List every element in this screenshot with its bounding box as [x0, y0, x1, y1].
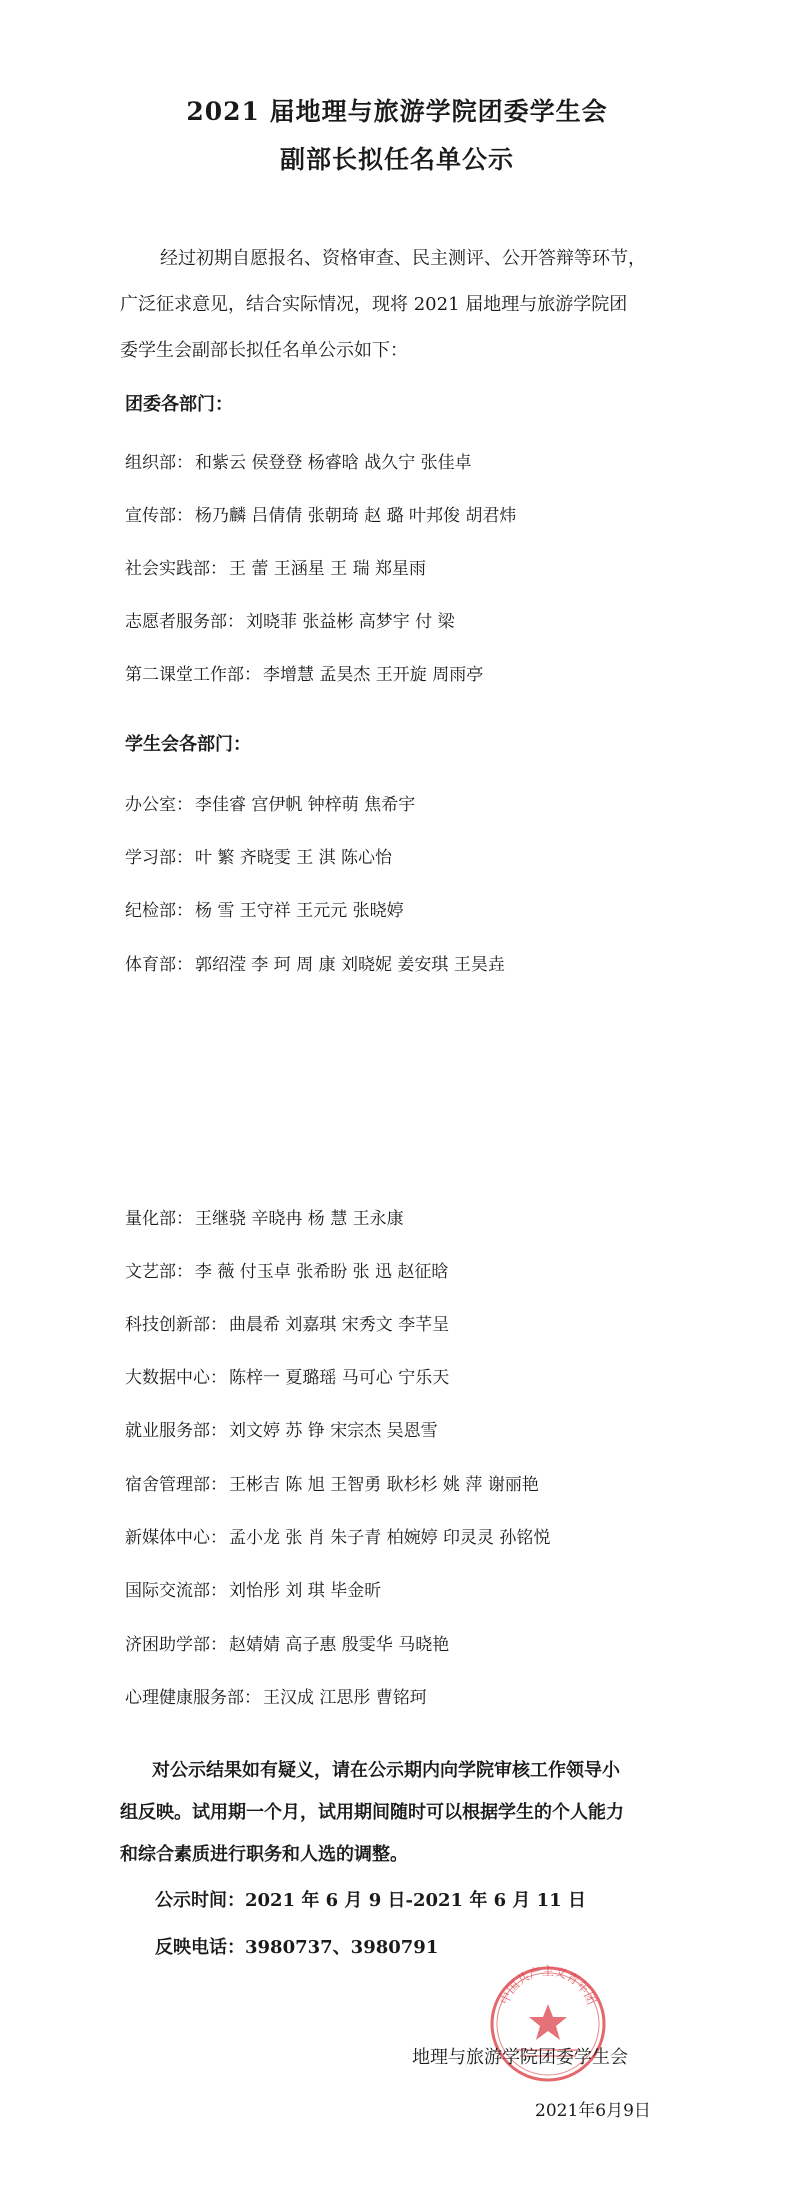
- xueshenghui-heading: 学生会各部门：: [125, 734, 251, 755]
- intro-line: 经过初期自愿报名、资格审查、民主测评、公开答辩等环节，: [160, 248, 646, 269]
- dept-label: 大数据中心：: [125, 1368, 227, 1388]
- dept-row: [125, 1416, 438, 1441]
- closing-line: 和综合素质进行职务和人选的调整。: [120, 1844, 408, 1865]
- closing-line: 组反映。试用期一个月，试用期间随时可以根据学生的个人能力: [120, 1802, 624, 1823]
- dept-label: 宣传部：: [125, 506, 193, 526]
- dept-label: 学习部：: [125, 848, 193, 868]
- closing-paragraph: [120, 1750, 686, 1876]
- tuanwei-heading: 团委各部门：: [125, 394, 233, 415]
- svg-text:中国共产主义青年团: [496, 1964, 598, 2007]
- dept-names: 李增慧 孟昊杰 王开旋 周雨亭: [263, 665, 484, 685]
- dept-label: 志愿者服务部：: [125, 612, 244, 632]
- dept-names: 李 薇 付玉卓 张希盼 张 迅 赵征晗: [195, 1262, 449, 1282]
- closing-line: 对公示结果如有疑义，请在公示期内向学院审核工作领导小: [152, 1760, 620, 1781]
- feedback-phone: 反映电话：3980737、3980791: [155, 1937, 439, 1958]
- title-line-2: 副部长拟任名单公示: [279, 145, 514, 174]
- dept-label: 科技创新部：: [125, 1315, 227, 1335]
- dept-label: 国际交流部：: [125, 1581, 227, 1601]
- intro-paragraph: [120, 236, 680, 374]
- intro-line: 广泛征求意见，结合实际情况，现将 2021 届地理与旅游学院团: [120, 294, 628, 315]
- dept-names: 杨乃麟 吕倩倩 张朝琦 赵 璐 叶邦俊 胡君炜: [195, 506, 517, 526]
- dept-names: 陈梓一 夏璐瑶 马可心 宁乐天: [229, 1368, 450, 1388]
- dept-label: 文艺部：: [125, 1262, 193, 1282]
- dept-names: 郭绍滢 李 珂 周 康 刘晓妮 姜安琪 王昊垚: [195, 955, 505, 975]
- dept-names: 王继骁 辛晓冉 杨 慧 王永康: [195, 1209, 404, 1229]
- dept-label: 量化部：: [125, 1209, 193, 1229]
- signature-organization: 地理与旅游学院团委学生会: [412, 2047, 628, 2068]
- dept-label: 组织部：: [125, 453, 193, 473]
- dept-row: [125, 896, 404, 921]
- dept-label: 第二课堂工作部：: [125, 665, 261, 685]
- dept-label: 社会实践部：: [125, 559, 227, 579]
- dept-row: [125, 660, 483, 685]
- dept-names: 赵婧婧 高子惠 殷雯华 马晓艳: [229, 1635, 450, 1655]
- dept-names: 杨 雪 王守祥 王元元 张晓婷: [195, 901, 404, 921]
- dept-row: [125, 1630, 449, 1655]
- dept-label: 办公室：: [125, 795, 193, 815]
- dept-names: 刘怡彤 刘 琪 毕金昕: [229, 1581, 382, 1601]
- signature-date: 2021年6月9日: [535, 2101, 651, 2121]
- dept-row: [125, 448, 472, 473]
- dept-row: [125, 1470, 539, 1495]
- dept-names: 孟小龙 张 肖 朱子青 柏婉婷 印灵灵 孙铭悦: [229, 1528, 551, 1548]
- publicity-period: 公示时间：2021 年 6 月 9 日-2021 年 6 月 11 日: [155, 1890, 586, 1911]
- dept-row: [125, 843, 392, 868]
- dept-row: [125, 1523, 550, 1548]
- dept-row: [125, 790, 415, 815]
- dept-label: 体育部：: [125, 955, 193, 975]
- dept-row: [125, 1363, 449, 1388]
- dept-row: [125, 1683, 427, 1708]
- dept-row: [125, 950, 505, 975]
- dept-row: [125, 501, 516, 526]
- dept-label: 心理健康服务部：: [125, 1688, 261, 1708]
- dept-row: [125, 1576, 381, 1601]
- dept-names: 王 蕾 王涵星 王 瑞 郑星雨: [229, 559, 427, 579]
- dept-label: 就业服务部：: [125, 1421, 227, 1441]
- dept-names: 和紫云 侯登登 杨睿晗 战久宁 张佳卓: [195, 453, 472, 473]
- dept-names: 王彬吉 陈 旭 王智勇 耿杉杉 姚 萍 谢丽艳: [229, 1475, 539, 1495]
- dept-names: 李佳睿 宫伊帆 钟梓萌 焦希宇: [195, 795, 416, 815]
- dept-names: 曲晨希 刘嘉琪 宋秀文 李芊呈: [229, 1315, 450, 1335]
- seal-text: 中国共产主义青年团: [497, 1964, 599, 2007]
- dept-label: 宿舍管理部：: [125, 1475, 227, 1495]
- dept-names: 刘晓菲 张益彬 高梦宇 付 梁: [246, 612, 455, 632]
- dept-row: [125, 1204, 404, 1229]
- title-line-1: 2021 届地理与旅游学院团委学生会: [186, 97, 608, 126]
- dept-label: 新媒体中心：: [125, 1528, 227, 1548]
- intro-line: 委学生会副部长拟任名单公示如下：: [120, 340, 408, 361]
- dept-row: [125, 607, 455, 632]
- dept-names: 叶 繁 齐晓雯 王 淇 陈心怡: [195, 848, 393, 868]
- dept-row: [125, 1310, 449, 1335]
- dept-names: 刘文婷 苏 铮 宋宗杰 吴恩雪: [229, 1421, 438, 1441]
- dept-names: 王汉成 江思彤 曹铭珂: [263, 1688, 427, 1708]
- dept-row: [125, 554, 426, 579]
- dept-label: 纪检部：: [125, 901, 193, 921]
- dept-row: [125, 1257, 448, 1282]
- dept-label: 济困助学部：: [125, 1635, 227, 1655]
